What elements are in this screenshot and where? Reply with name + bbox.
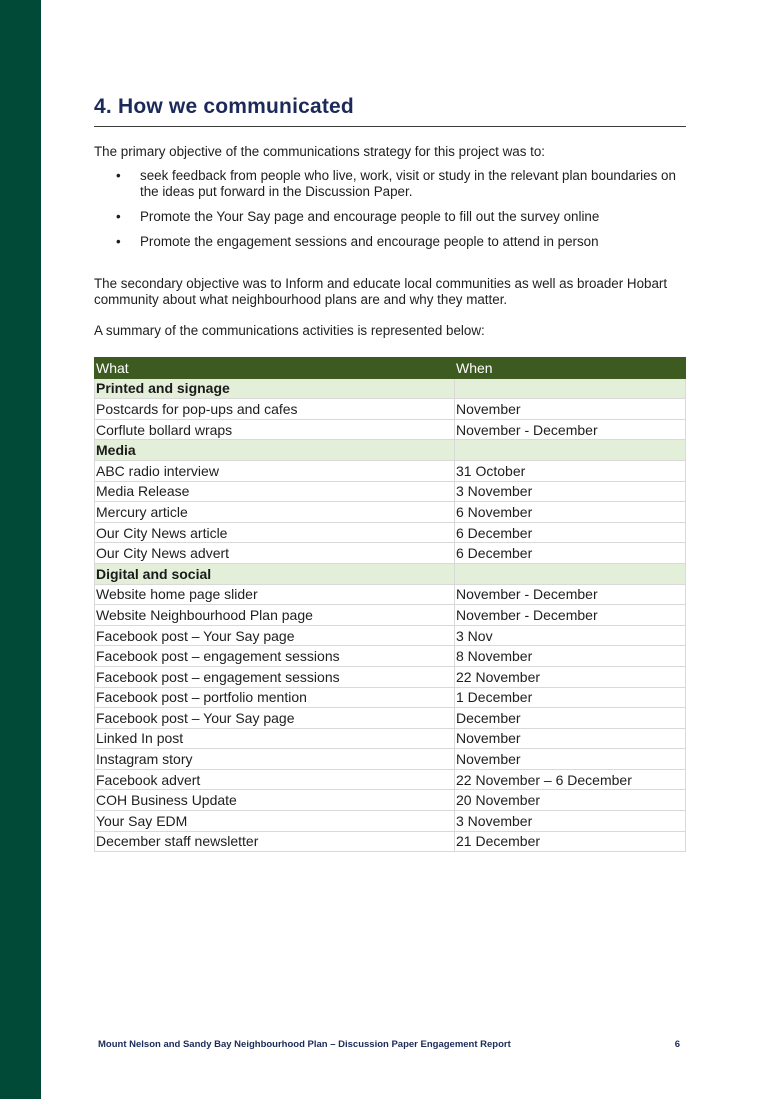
heading-rule (94, 126, 686, 127)
when-cell: November - December (455, 419, 686, 440)
what-cell: December staff newsletter (95, 831, 455, 852)
table-category-row (95, 563, 686, 584)
table-row (95, 625, 686, 646)
table-row (95, 831, 686, 852)
communications-table (94, 357, 686, 852)
table-row (95, 543, 686, 564)
what-cell: Instagram story (95, 749, 455, 770)
bullet-icon: • (116, 209, 121, 224)
when-cell: November (455, 749, 686, 770)
what-cell: Facebook post – Your Say page (95, 708, 455, 729)
when-cell: 8 November (455, 646, 686, 667)
table-row (95, 460, 686, 481)
when-cell: 1 December (455, 687, 686, 708)
section-heading: 4. How we communicated (94, 95, 354, 118)
table-row (95, 811, 686, 832)
secondary-paragraph: The secondary objective was to Inform and educate local communities as well as broader Hobart community about what neighbourhood plans are and why they matter. (94, 276, 668, 307)
when-cell: 3 November (455, 811, 686, 832)
what-cell: Facebook post – engagement sessions (95, 666, 455, 687)
table-row (95, 584, 686, 605)
list-item (94, 168, 686, 200)
what-cell: ABC radio interview (95, 460, 455, 481)
when-cell: 31 October (455, 460, 686, 481)
what-cell: Facebook advert (95, 769, 455, 790)
when-cell: November - December (455, 584, 686, 605)
footer-title: Mount Nelson and Sandy Bay Neighbourhood Plan – Discussion Paper Engagement Report (98, 1039, 511, 1050)
when-cell: November (455, 728, 686, 749)
when-cell: 3 November (455, 481, 686, 502)
list-item (94, 209, 686, 225)
table-body (95, 378, 686, 852)
table-row (95, 522, 686, 543)
table-row (95, 666, 686, 687)
objectives-list (94, 168, 686, 259)
category-label: Printed and signage (95, 378, 455, 399)
what-cell: Facebook post – Your Say page (95, 625, 455, 646)
what-cell: Media Release (95, 481, 455, 502)
category-empty-cell (455, 440, 686, 461)
intro-paragraph: The primary objective of the communications strategy for this project was to: (94, 144, 546, 159)
when-cell: 22 November (455, 666, 686, 687)
when-cell: 22 November – 6 December (455, 769, 686, 790)
category-empty-cell (455, 563, 686, 584)
table-row (95, 502, 686, 523)
table-row (95, 749, 686, 770)
what-cell: COH Business Update (95, 790, 455, 811)
page-number: 6 (674, 1039, 680, 1050)
what-cell: Linked In post (95, 728, 455, 749)
when-cell: 6 December (455, 522, 686, 543)
table-row (95, 399, 686, 420)
category-label: Digital and social (95, 563, 455, 584)
column-header-when: When (455, 358, 686, 379)
what-cell: Our City News article (95, 522, 455, 543)
column-header-what: What (95, 358, 455, 379)
when-cell: 6 November (455, 502, 686, 523)
when-cell: 21 December (455, 831, 686, 852)
summary-paragraph: A summary of the communications activities is represented below: (94, 323, 485, 338)
table-row (95, 728, 686, 749)
what-cell: Facebook post – engagement sessions (95, 646, 455, 667)
table-row (95, 481, 686, 502)
what-cell: Mercury article (95, 502, 455, 523)
table-row (95, 419, 686, 440)
category-empty-cell (455, 378, 686, 399)
when-cell: December (455, 708, 686, 729)
what-cell: Your Say EDM (95, 811, 455, 832)
what-cell: Website Neighbourhood Plan page (95, 605, 455, 626)
table-category-row (95, 440, 686, 461)
what-cell: Our City News advert (95, 543, 455, 564)
when-cell: 3 Nov (455, 625, 686, 646)
table-row (95, 769, 686, 790)
when-cell: November (455, 399, 686, 420)
list-item-text: seek feedback from people who live, work, visit or study in the relevant plan boundaries on the ideas put forward in the Discussion Paper. (140, 168, 676, 199)
table-row (95, 605, 686, 626)
table-row (95, 708, 686, 729)
bullet-icon: • (116, 168, 121, 183)
when-cell: 20 November (455, 790, 686, 811)
list-item (94, 234, 686, 250)
table-header-row (95, 358, 686, 379)
table-category-row (95, 378, 686, 399)
category-label: Media (95, 440, 455, 461)
list-item-text: Promote the engagement sessions and encourage people to attend in person (140, 234, 599, 249)
table-row (95, 646, 686, 667)
list-item-text: Promote the Your Say page and encourage people to fill out the survey online (140, 209, 600, 224)
page-footer (98, 1039, 680, 1050)
when-cell: 6 December (455, 543, 686, 564)
what-cell: Postcards for pop-ups and cafes (95, 399, 455, 420)
when-cell: November - December (455, 605, 686, 626)
what-cell: Facebook post – portfolio mention (95, 687, 455, 708)
what-cell: Website home page slider (95, 584, 455, 605)
page-side-bar (0, 0, 41, 1099)
bullet-icon: • (116, 234, 121, 249)
table-row (95, 790, 686, 811)
what-cell: Corflute bollard wraps (95, 419, 455, 440)
table-row (95, 687, 686, 708)
